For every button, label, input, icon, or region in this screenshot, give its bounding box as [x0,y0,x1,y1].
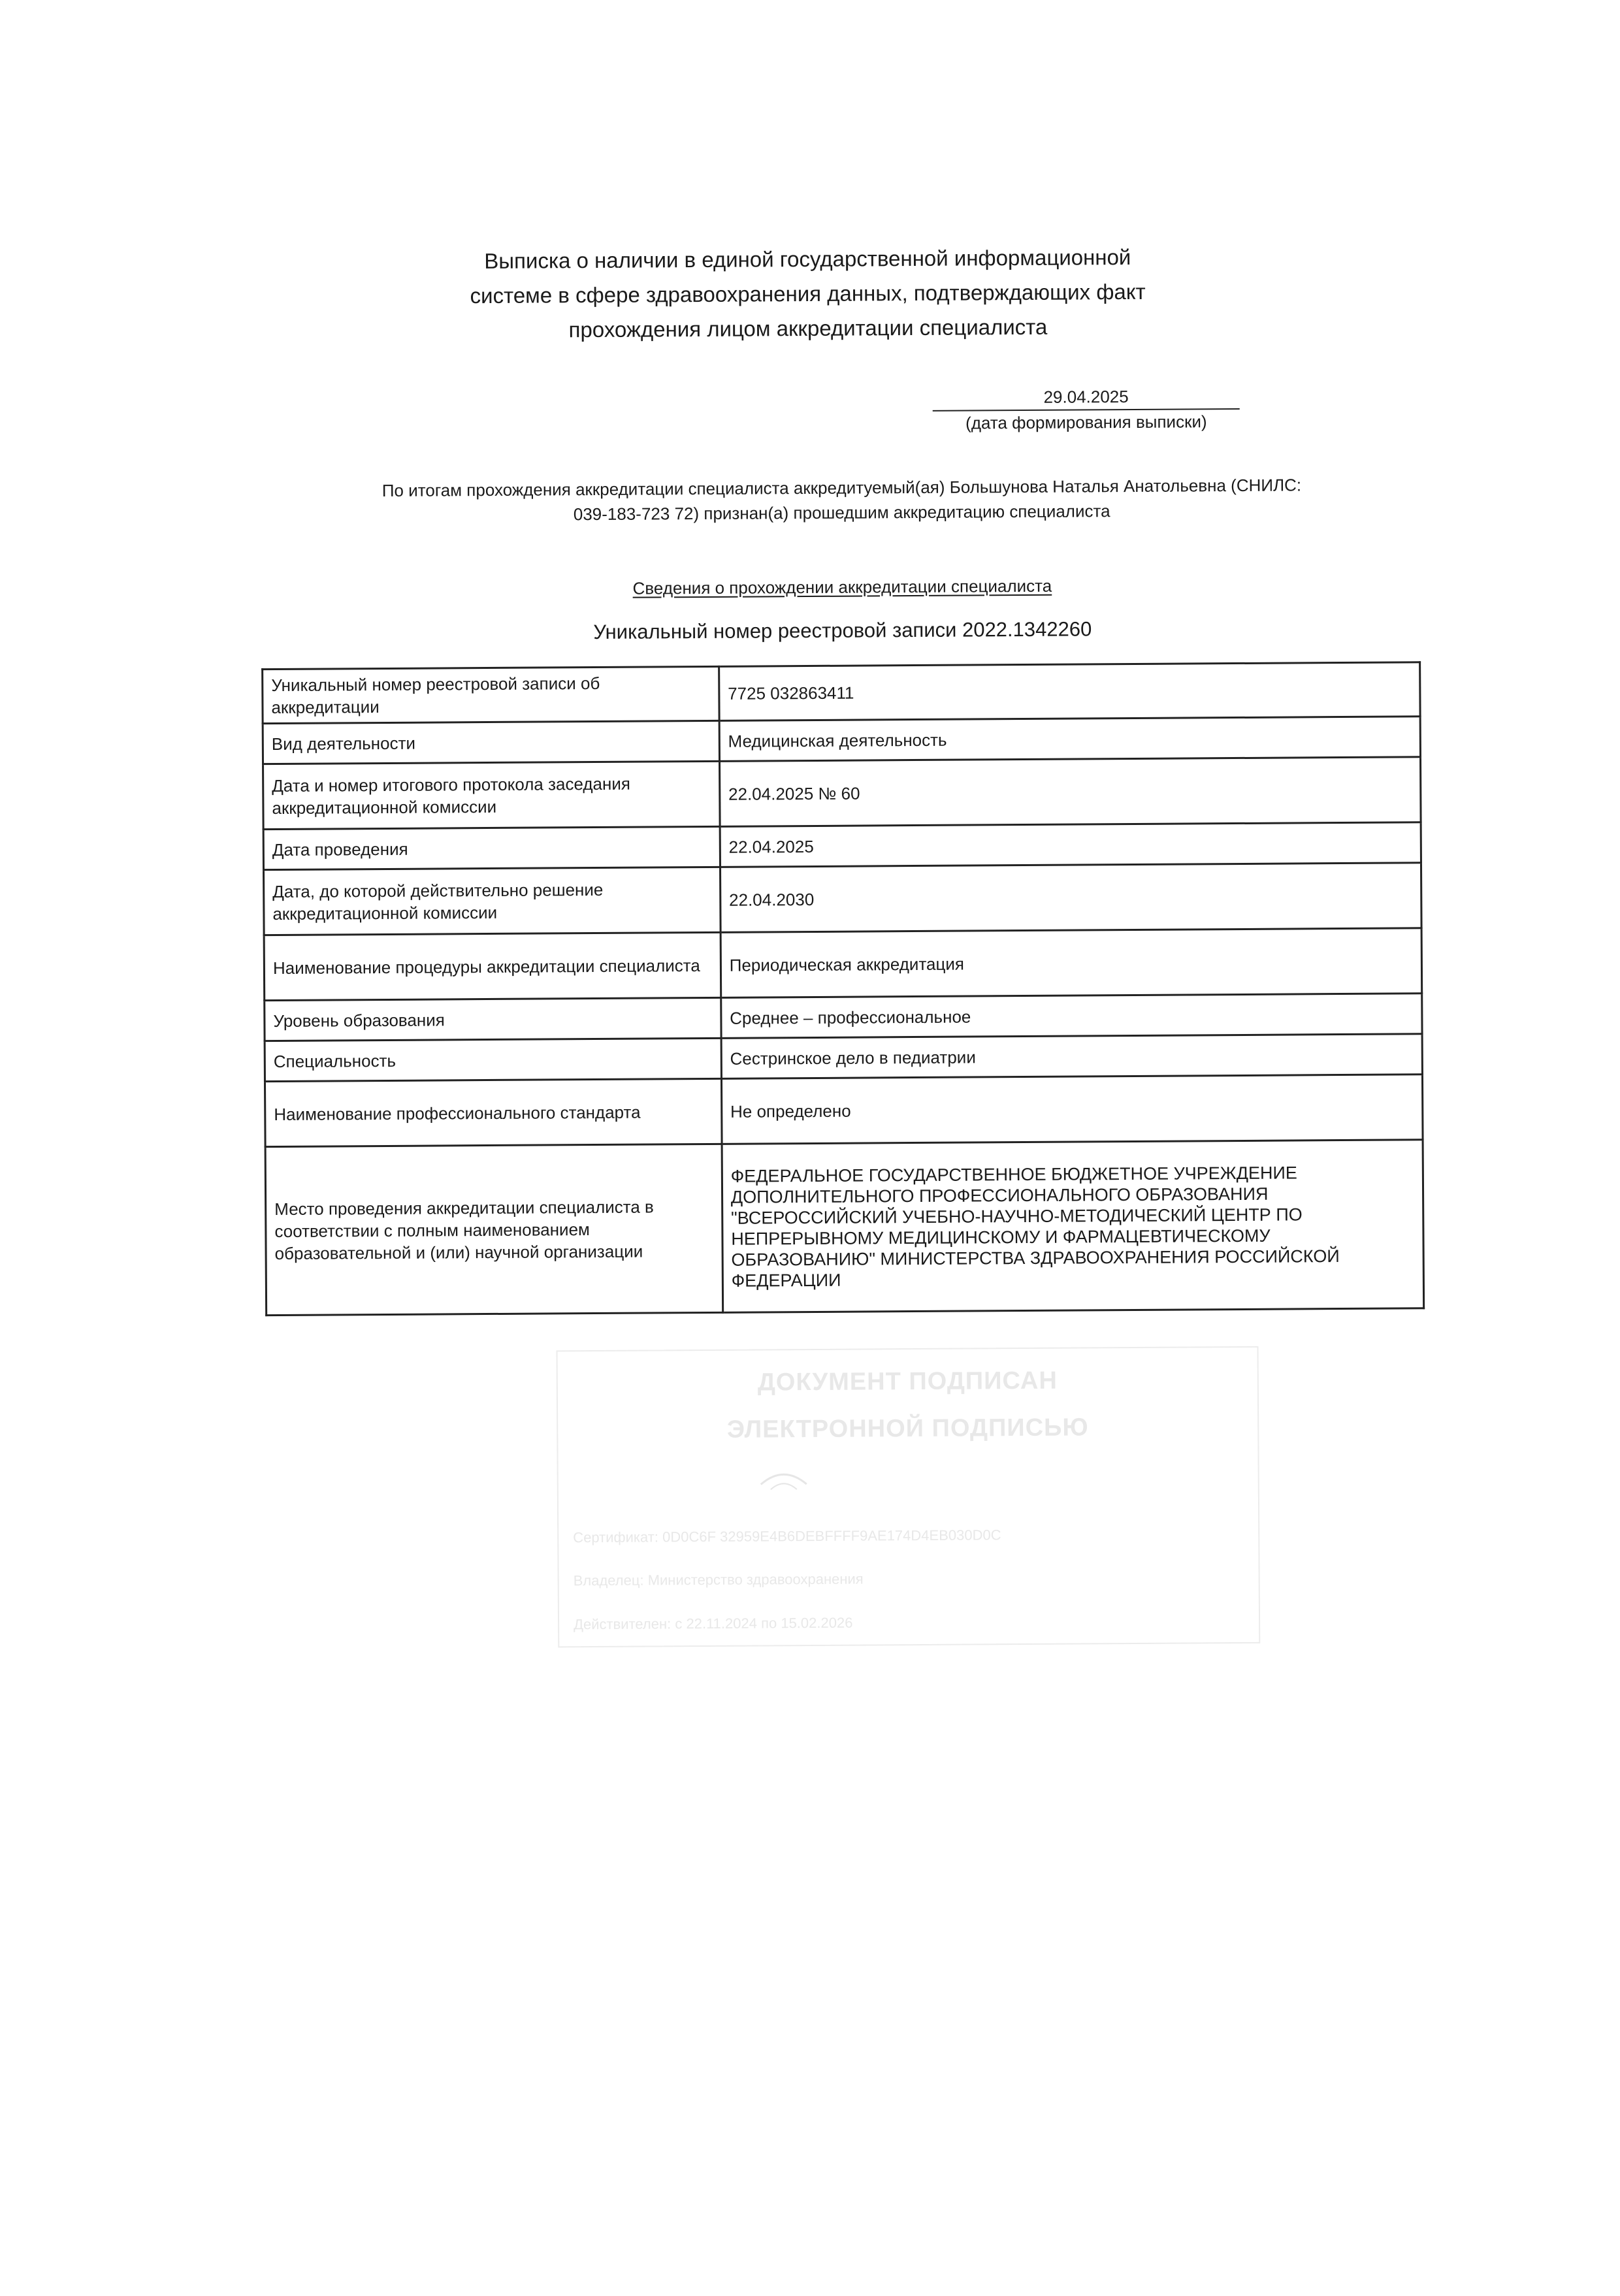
row-value: 7725 032863411 [719,662,1420,721]
formation-date: 29.04.2025 [933,385,1240,412]
row-value: Периодическая аккредитация [721,928,1422,998]
table-row [265,1075,1423,1147]
row-label: Наименование процедуры аккредитации специалиста [264,932,721,1000]
row-label: Наименование профессионального стандарта [265,1078,721,1146]
row-label: Место проведения аккредитации специалиста в соответствии с полным наименованием образовательной и (или) научной организации [265,1144,722,1315]
table-row [264,928,1422,1001]
table-row [265,1140,1424,1316]
row-value: Не определено [721,1075,1423,1144]
section-title [417,574,1267,601]
table-row [265,1034,1422,1082]
emblem-icon [754,1458,813,1498]
row-value: ФЕДЕРАЛЬНОЕ ГОСУДАРСТВЕННОЕ БЮДЖЕТНОЕ УЧРЕЖДЕНИЕ ДОПОЛНИТЕЛЬНОГО ПРОФЕССИОНАЛЬНОГО ОБРАЗОВАНИЯ "ВСЕРОССИЙСКИЙ УЧЕБНО-НАУЧНО-МЕТОДИЧЕСКИЙ ЦЕНТР ПО НЕПРЕРЫВНОМУ МЕДИЦИНСКОМУ И ФАРМАЦЕВТИЧЕСКОМУ ОБРАЗОВАНИЮ" МИНИСТЕРСТВА ЗДРАВООХРАНЕНИЯ РОССИЙСКОЙ ФЕДЕРАЦИИ [722,1140,1424,1313]
row-value: Среднее – профессиональное [721,994,1423,1039]
intro-line-2: 039-183-723 72) признан(а) прошедшим аккредитацию специалиста [573,501,1110,525]
row-label: Вид деятельности [263,720,719,764]
formation-date-block [933,385,1240,435]
title-line-3: прохождения лицом аккредитации специалиста [568,314,1048,342]
title-line-1: Выписка о наличии в единой государственной информационной [484,244,1131,274]
table-row [263,822,1421,870]
row-value: 22.04.2025 [720,822,1421,867]
row-label: Специальность [265,1038,721,1081]
stamp-certificate: Сертификат: 0D0C6F 32959E4B6DEBFFFF9AE174D4EB030D0C [573,1527,1001,1546]
row-value: 22.04.2025 № 60 [719,757,1421,827]
row-label: Уровень образования [265,997,721,1041]
title-line-2: системе в сфере здравоохранения данных, подтверждающих факт [470,279,1146,308]
table-row [265,994,1422,1041]
table-row [263,717,1420,764]
accreditation-table [261,661,1425,1316]
stamp-heading-1: ДОКУМЕНТ ПОДПИСАН [757,1366,1058,1397]
row-value: Медицинская деятельность [719,717,1421,762]
stamp-validity: Действителен: с 22.11.2024 по 15.02.2026 [573,1614,853,1633]
intro-line-1: По итогам прохождения аккредитации специалиста аккредитуемый(ая) Большунова Наталья Анатольевна (СНИЛС: [381,475,1302,500]
formation-date-caption: (дата формирования выписки) [965,412,1207,433]
document-title [363,239,1252,348]
table-row [263,757,1421,830]
row-value: Сестринское дело в педиатрии [721,1034,1423,1079]
stamp-owner: Владелец: Министерство здравоохранения [573,1570,864,1589]
row-label: Уникальный номер реестровой записи об аккредитации [263,666,719,723]
registry-number-title: Уникальный номер реестровой записи 2022.1342260 [593,617,1092,644]
table-row [263,662,1420,724]
section-title-text: Сведения о прохождении аккредитации специалиста [632,575,1052,598]
row-label: Дата и номер итогового протокола заседания аккредитационной комиссии [263,761,720,829]
intro-paragraph [273,472,1410,528]
row-label: Дата, до которой действительно решение аккредитационной комиссии [264,867,721,935]
stamp-heading-2: ЭЛЕКТРОННОЙ ПОДПИСЬЮ [726,1414,1089,1444]
table-row [264,863,1422,935]
electronic-signature-stamp [557,1346,1261,1648]
row-value: 22.04.2030 [720,863,1421,933]
row-label: Дата проведения [263,826,720,869]
